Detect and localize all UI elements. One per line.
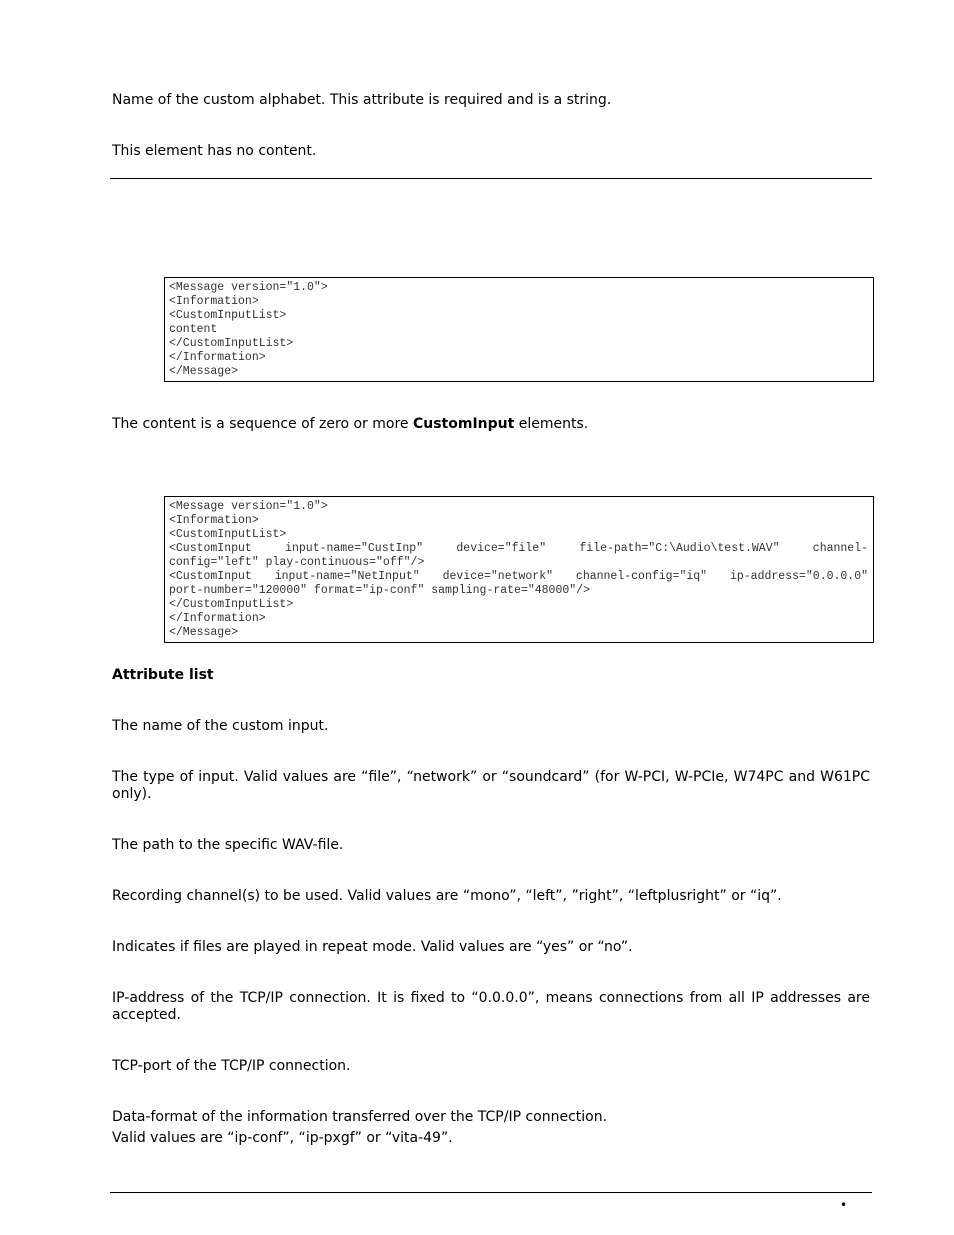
footer-bullet: • bbox=[840, 1198, 848, 1212]
code-line: port-number="120000" format="ip-conf" sampling-rate="48000"/> bbox=[169, 584, 590, 597]
code-line: </Message> bbox=[169, 626, 239, 639]
custominput-term: CustomInput bbox=[412, 416, 515, 432]
attr-format-desc-line1: Data-format of the information transferred over the TCP/IP connection. bbox=[112, 1109, 608, 1125]
code-line: <CustomInput input-name="CustInp" device="file" file-path="C:\Audio\test.WAV" channel- bbox=[169, 542, 868, 555]
section-divider bbox=[110, 178, 872, 179]
attr-channel-config-desc: Recording channel(s) to be used. Valid values are “mono”, “left”, ”right”, “leftplusright” or “iq”. bbox=[112, 888, 782, 904]
example-code-block bbox=[164, 496, 874, 643]
code-line: <Information> bbox=[169, 514, 259, 527]
code-line: <CustomInputList> bbox=[169, 528, 287, 541]
attr-port-number-desc: TCP-port of the TCP/IP connection. bbox=[112, 1058, 351, 1074]
content-desc-after: elements. bbox=[514, 416, 589, 432]
code-line: config="left" play-continuous="off"/> bbox=[169, 556, 425, 569]
code-line: </Information> bbox=[169, 612, 266, 625]
attr-ip-address-desc: IP-address of the TCP/IP connection. It is fixed to “0.0.0.0”, means connections from all IP addresses are accepted. bbox=[112, 990, 870, 1023]
attr-input-name-desc: The name of the custom input. bbox=[112, 718, 329, 734]
attr-play-continuous-desc: Indicates if files are played in repeat mode. Valid values are “yes” or “no”. bbox=[112, 939, 633, 955]
code-line: </Message> bbox=[169, 365, 239, 378]
content-desc-before: The content is a sequence of zero or more bbox=[112, 416, 413, 432]
attr-file-path-desc: The path to the specific WAV-file. bbox=[112, 837, 344, 853]
code-line: <Message version="1.0"> bbox=[169, 500, 328, 513]
attr-format-desc-line2: Valid values are “ip-conf”, “ip-pxgf” or “vita-49”. bbox=[112, 1130, 453, 1146]
alphabet-name-description: Name of the custom alphabet. This attribute is required and is a string. bbox=[112, 92, 612, 108]
code-line: </CustomInputList> bbox=[169, 598, 294, 611]
footer-divider bbox=[110, 1192, 872, 1193]
code-line: <CustomInput input-name="NetInput" device="network" channel-config="iq" ip-address="0.0.0.0" bbox=[169, 570, 868, 583]
code-line: <Message version="1.0"> bbox=[169, 281, 328, 294]
content-description bbox=[112, 416, 870, 433]
code-line: <Information> bbox=[169, 295, 259, 308]
code-line: <CustomInputList> bbox=[169, 309, 287, 322]
attr-device-desc: The type of input. Valid values are “file”, “network” or “soundcard” (for W-PCI, W-PCIe, W74PC and W61PC only). bbox=[112, 769, 870, 802]
syntax-code-block bbox=[164, 277, 874, 382]
code-line: </CustomInputList> bbox=[169, 337, 294, 350]
no-content-note: This element has no content. bbox=[112, 143, 317, 159]
code-line: </Information> bbox=[169, 351, 266, 364]
code-line: content bbox=[169, 323, 218, 336]
attribute-list-heading: Attribute list bbox=[112, 667, 214, 683]
